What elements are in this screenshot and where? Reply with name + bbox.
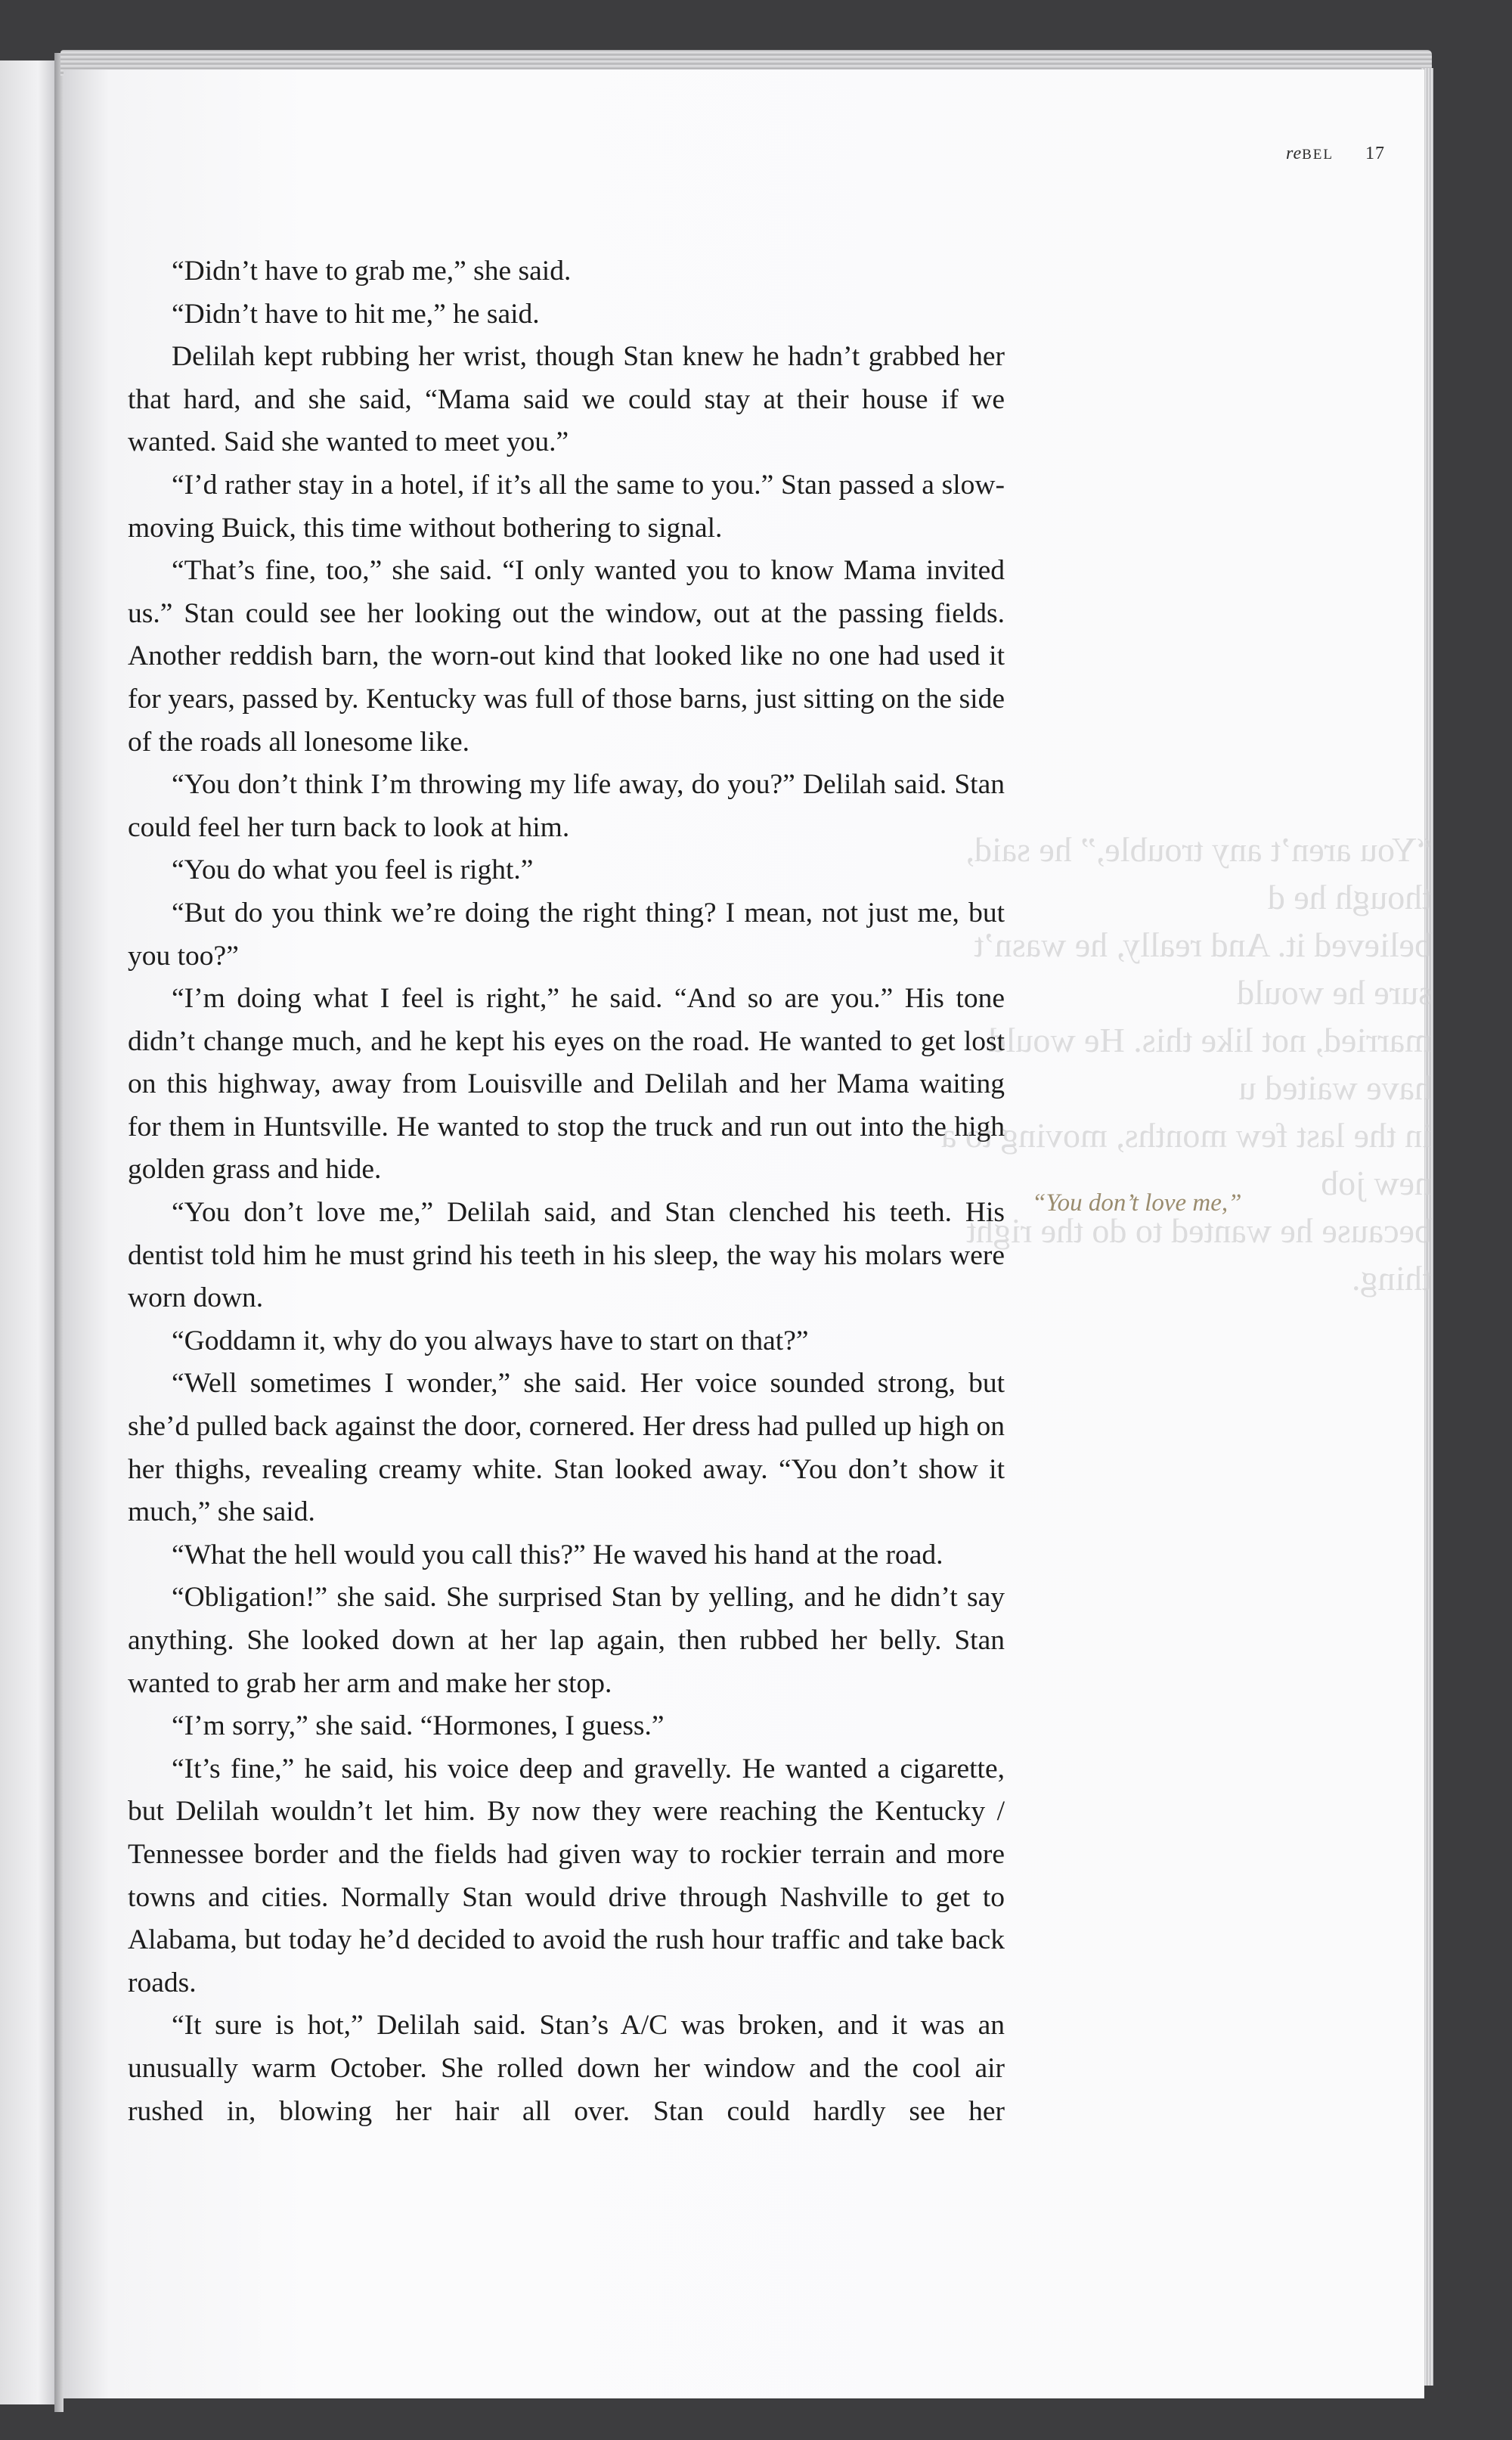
paragraph: “I’m sorry,” she said. “Hormones, I guess.” bbox=[172, 1710, 665, 1742]
running-header bbox=[1286, 144, 1385, 164]
paragraph: “Well sometimes I wonder,” she said. Her voice sounded strong, but she’d pulled back against the door, cornered. Her dress had pulled up high on her thighs, revealing creamy white. Stan looked away. “You don’t show it much,” she said. bbox=[128, 1368, 1005, 1528]
running-head-title: reBEL bbox=[1286, 144, 1334, 163]
paragraph: “You don’t love me,” Delilah said, and Stan clenched his teeth. His dentist told him he must grind his teeth in his sleep, the way his molars were worn down. bbox=[128, 1197, 1005, 1314]
paragraph: “You do what you feel is right.” bbox=[172, 854, 534, 886]
paragraph: “Didn’t have to hit me,” he said. bbox=[172, 298, 540, 330]
paragraph: “It’s fine,” he said, his voice deep and gravelly. He wanted a cigarette, but Delilah wouldn’t let him. By now they were reaching the Kentucky / Tennessee border and the fields had given way to rockier terrain and more towns and cities. Normally Stan would drive through Nashville to get to Alabama, but today he’d decided to avoid the rush hour traffic and take back roads. bbox=[128, 1753, 1005, 1998]
margin-pull-quote: “You don’t love me,” bbox=[1032, 1189, 1242, 1217]
paragraph: “You don’t think I’m throwing my life away, do you?” Delilah said. Stan could feel her turn back to look at him. bbox=[128, 769, 1005, 843]
book-gutter bbox=[54, 53, 64, 2412]
body-text bbox=[128, 250, 1005, 2133]
paragraph: “I’d rather stay in a hotel, if it’s all the same to you.” Stan passed a slow-moving Buick, this time without bothering to signal. bbox=[128, 469, 1005, 544]
page-number: 17 bbox=[1365, 144, 1385, 163]
paragraph: “It sure is hot,” Delilah said. Stan’s A/C was broken, and it was an unusually warm October. She rolled down her window and the cool air rushed in, blowing her hair all over. Stan could hardly see her bbox=[128, 2010, 1005, 2127]
paragraph: “What the hell would you call this?” He waved his hand at the road. bbox=[172, 1539, 943, 1570]
facing-page-edge bbox=[0, 60, 54, 2404]
paragraph: “I’m doing what I feel is right,” he said. “And so are you.” His tone didn’t change much, and he kept his eyes on the road. He wanted to get lost on this highway, away from Louisville and Delilah and her Mama waiting for them in Huntsville. He wanted to stop the truck and run out into the high golden grass and hide. bbox=[128, 983, 1005, 1186]
paragraph: Delilah kept rubbing her wrist, though Stan knew he hadn’t grabbed her that hard, and she said, “Mama said we could stay at their house if we wanted. Said she wanted to meet you.” bbox=[128, 341, 1005, 458]
show-through-text: “You aren’t any trouble,” he said, though he d believed it. And really, he wasn’t sure he would married, not like this. He would have waited u in the last few months, moving to a new job because he wanted to do the right thing. bbox=[940, 830, 1432, 1298]
paragraph: “That’s fine, too,” she said. “I only wanted you to know Mama invited us.” Stan could see her looking out the window, out at the passing fields. Another reddish barn, the worn-out kind that looked like no one had used it for years, passed by. Kentucky was full of those barns, just sitting on the side of the roads all lonesome like. bbox=[128, 555, 1005, 758]
paragraph: “Goddamn it, why do you always have to start on that?” bbox=[172, 1325, 809, 1356]
paragraph: “But do you think we’re doing the right thing? I mean, not just me, but you too?” bbox=[128, 897, 1005, 972]
paragraph: “Obligation!” she said. She surprised Stan by yelling, and he didn’t say anything. She looked down at her lap again, then rubbed her belly. Stan wanted to grab her arm and make her stop. bbox=[128, 1582, 1005, 1699]
paragraph: “Didn’t have to grab me,” she said. bbox=[172, 256, 572, 287]
